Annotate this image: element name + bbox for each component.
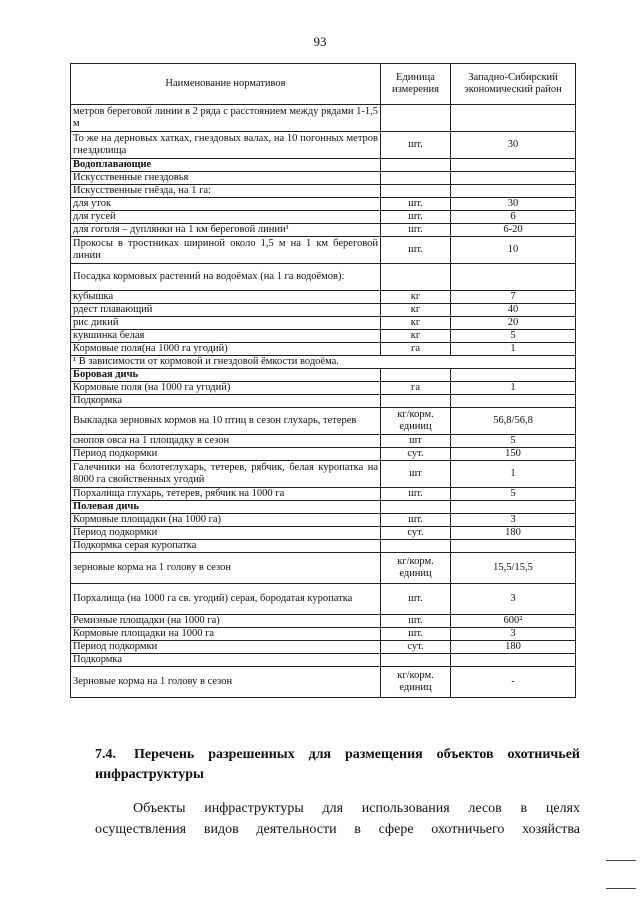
cell-unit: шт [381, 435, 451, 448]
cell-unit [381, 159, 451, 172]
cell-unit: шт [381, 461, 451, 488]
cell-value [451, 159, 576, 172]
cell-name: снопов овса на 1 площадку в сезон [71, 435, 381, 448]
table-row [71, 641, 576, 654]
cell-value [451, 501, 576, 514]
cell-unit: шт. [381, 488, 451, 501]
cell-unit: кг/корм. единиц [381, 667, 451, 698]
table-row [71, 553, 576, 584]
cell-unit: шт. [381, 211, 451, 224]
cell-unit: шт. [381, 224, 451, 237]
cell-name: Водоплавающие [71, 159, 381, 172]
cell-unit [381, 264, 451, 291]
cell-unit: кг [381, 291, 451, 304]
cell-name: Ремизные площадки (на 1000 га) [71, 615, 381, 628]
cell-name: Искусственные гнездовья [71, 172, 381, 185]
cell-unit: сут. [381, 641, 451, 654]
cell-name: Подкормка серая куропатка [71, 540, 381, 553]
cell-name: метров береговой линии в 2 ряда с расстоянием между рядами 1-1,5 м [71, 105, 381, 132]
norms-table [70, 63, 576, 698]
cell-name: Порхалища (на 1000 га св. угодий) серая, бородатая куропатка [71, 584, 381, 615]
table-row [71, 540, 576, 553]
cell-unit: сут. [381, 448, 451, 461]
table-row [71, 105, 576, 132]
cell-unit: га [381, 343, 451, 356]
cell-name: Кормовые площадки (на 1000 га) [71, 514, 381, 527]
table-row [71, 159, 576, 172]
cell-value: 1 [451, 343, 576, 356]
cell-unit [381, 185, 451, 198]
cell-value: - [451, 667, 576, 698]
cell-value [451, 540, 576, 553]
cell-name: Галечники на болотеглухарь, тетерев, рябчик, белая куропатка на 8000 га свойственных угодий [71, 461, 381, 488]
cell-value: 30 [451, 198, 576, 211]
cell-name: кубышка [71, 291, 381, 304]
table-row [71, 501, 576, 514]
cell-name: для гоголя – дуплянки на 1 км береговой линии¹ [71, 224, 381, 237]
cell-unit [381, 105, 451, 132]
cell-value: 10 [451, 237, 576, 264]
cell-value [451, 105, 576, 132]
section-title: Перечень разрешенных для размещения объектов охотничьей инфраструктуры [95, 747, 580, 782]
cell-unit: шт. [381, 198, 451, 211]
cell-value: 150 [451, 448, 576, 461]
cell-unit: шт. [381, 584, 451, 615]
cell-name: Порхалища глухарь, тетерев, рябчик на 1000 га [71, 488, 381, 501]
cell-value: 40 [451, 304, 576, 317]
cell-value [451, 369, 576, 382]
table-row [71, 291, 576, 304]
cell-value [451, 654, 576, 667]
table-row [71, 488, 576, 501]
margin-mark [606, 888, 636, 889]
table-row [71, 461, 576, 488]
table-row [71, 369, 576, 382]
cell-unit [381, 501, 451, 514]
table-row [71, 615, 576, 628]
footnote-cell: ¹ В зависимости от кормовой и гнездовой ёмкости водоёма. [71, 356, 576, 369]
table-body [71, 105, 576, 698]
cell-unit: кг [381, 304, 451, 317]
header-name: Наименование нормативов [71, 64, 381, 105]
cell-value: 3 [451, 514, 576, 527]
cell-value: 20 [451, 317, 576, 330]
cell-name: Боровая дичь [71, 369, 381, 382]
cell-value: 3 [451, 584, 576, 615]
cell-name: Искусственные гнёзда, на 1 га: [71, 185, 381, 198]
cell-unit: кг [381, 317, 451, 330]
cell-name: рдест плавающий [71, 304, 381, 317]
table-row [71, 172, 576, 185]
table-row [71, 264, 576, 291]
cell-value: 180 [451, 527, 576, 540]
table-row [71, 628, 576, 641]
cell-value: 5 [451, 488, 576, 501]
cell-name: Подкормка [71, 654, 381, 667]
table-row [71, 198, 576, 211]
cell-unit [381, 172, 451, 185]
table-row [71, 435, 576, 448]
table-row [71, 448, 576, 461]
cell-name: Период подкормки [71, 527, 381, 540]
cell-value [451, 185, 576, 198]
cell-name: рис дикий [71, 317, 381, 330]
cell-value: 6 [451, 211, 576, 224]
table-row [71, 237, 576, 264]
cell-value: 3 [451, 628, 576, 641]
cell-value: 30 [451, 132, 576, 159]
cell-value: 7 [451, 291, 576, 304]
cell-unit: кг [381, 330, 451, 343]
table-row [71, 356, 576, 369]
cell-value [451, 395, 576, 408]
page-number: 93 [313, 34, 327, 49]
cell-name: Зерновые корма на 1 голову в сезон [71, 667, 381, 698]
cell-name: Период подкормки [71, 448, 381, 461]
table-row [71, 132, 576, 159]
table-row [71, 584, 576, 615]
cell-name: кувшинка белая [71, 330, 381, 343]
cell-value: 1 [451, 461, 576, 488]
margin-mark [606, 860, 636, 861]
table-row [71, 382, 576, 395]
cell-name: для уток [71, 198, 381, 211]
cell-value [451, 172, 576, 185]
cell-value [451, 264, 576, 291]
table-row [71, 527, 576, 540]
table-row [71, 654, 576, 667]
cell-unit: шт. [381, 514, 451, 527]
table-row [71, 211, 576, 224]
cell-value: 180 [451, 641, 576, 654]
cell-name: Кормовые площадки на 1000 га [71, 628, 381, 641]
body-paragraph: Объекты инфраструктуры для использования лесов в целях осуществления видов деятельности в сфере охотничьего хозяйства [95, 801, 580, 837]
section-number: 7.4. [95, 747, 116, 762]
cell-value: 56,8/56,8 [451, 408, 576, 435]
cell-name: Полевая дичь [71, 501, 381, 514]
table-header-row [71, 64, 576, 105]
cell-value: 600² [451, 615, 576, 628]
header-unit: Единица измерения [381, 64, 451, 105]
header-region: Западно-Сибирский экономический район [451, 64, 576, 105]
cell-unit: шт. [381, 132, 451, 159]
cell-value: 6-20 [451, 224, 576, 237]
cell-name: для гусей [71, 211, 381, 224]
section-heading [95, 745, 580, 785]
table-row [71, 304, 576, 317]
cell-unit: шт. [381, 628, 451, 641]
cell-name: Прокосы в тростниках шириной около 1,5 м на 1 км береговой линии [71, 237, 381, 264]
table-row [71, 224, 576, 237]
cell-value: 5 [451, 435, 576, 448]
table-row [71, 343, 576, 356]
table-row [71, 330, 576, 343]
cell-name: Подкормка [71, 395, 381, 408]
cell-unit [381, 654, 451, 667]
table-row [71, 667, 576, 698]
table-row [71, 185, 576, 198]
cell-name: зерновые корма на 1 голову в сезон [71, 553, 381, 584]
cell-unit: шт. [381, 237, 451, 264]
table-row [71, 408, 576, 435]
cell-name: Кормовые поля (на 1000 га угодий) [71, 382, 381, 395]
table-row [71, 514, 576, 527]
cell-unit [381, 369, 451, 382]
cell-name: Выкладка зерновых кормов на 10 птиц в сезон глухарь, тетерев [71, 408, 381, 435]
cell-unit [381, 540, 451, 553]
table-row [71, 317, 576, 330]
cell-unit [381, 395, 451, 408]
cell-unit: га [381, 382, 451, 395]
cell-unit: кг/корм. единиц [381, 408, 451, 435]
cell-unit: кг/корм. единиц [381, 553, 451, 584]
cell-value: 15,5/15,5 [451, 553, 576, 584]
cell-name: То же на дерновых хатках, гнездовых валах, на 10 погонных метров гнездилища [71, 132, 381, 159]
cell-unit: сут. [381, 527, 451, 540]
cell-value: 5 [451, 330, 576, 343]
cell-value: 1 [451, 382, 576, 395]
table-row [71, 395, 576, 408]
cell-unit: шт. [381, 615, 451, 628]
cell-name: Кормовые поля(на 1000 га угодий) [71, 343, 381, 356]
cell-name: Период подкормки [71, 641, 381, 654]
cell-name: Посадка кормовых растений на водоёмах (на 1 га водоёмов): [71, 264, 381, 291]
